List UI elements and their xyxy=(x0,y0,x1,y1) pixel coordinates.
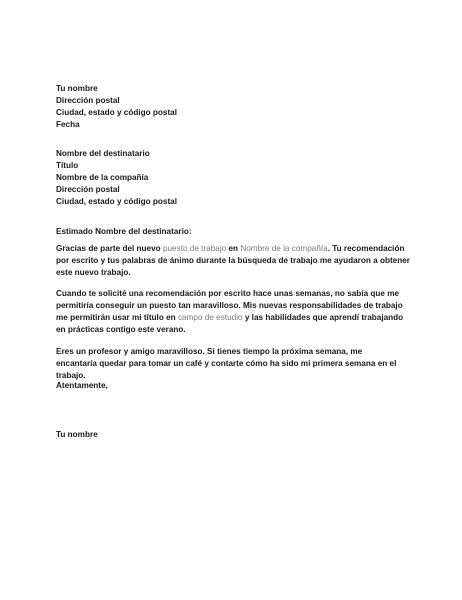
paragraph-3-text: Eres un profesor y amigo maravilloso. Si tienes tiempo la próxima semana, me encantaría quedar para tomar un café y contarte cómo ha sido mi primera semana en el trabajo. xyxy=(56,347,397,381)
paragraph-1-text: Gracias de parte del nuevo xyxy=(56,244,163,253)
recipient-company: Nombre de la compañía xyxy=(56,173,149,183)
recipient-block xyxy=(56,148,416,208)
closing xyxy=(56,380,416,392)
placeholder-field-of-study: campo de estudio xyxy=(177,313,243,323)
sender-date: Fecha xyxy=(56,120,80,130)
placeholder-job-title: puesto de trabajo xyxy=(162,244,227,253)
recipient-title: Título xyxy=(56,161,79,171)
paragraph-2 xyxy=(56,288,414,336)
sender-name: Tu nombre xyxy=(56,84,98,93)
signature xyxy=(56,429,416,441)
paragraph-1-text: . Tu recomendación por escrito y tus palabras de ánimo durante la búsqueda de trabajo me ayudaron a obtener este nuevo trabajo. xyxy=(56,244,410,278)
closing-text: Atentamente, xyxy=(56,381,108,390)
paragraph-3 xyxy=(56,346,401,382)
recipient-address: Dirección postal xyxy=(56,185,120,195)
paragraph-1-text: en xyxy=(226,244,241,253)
sender-block xyxy=(56,83,416,131)
placeholder-company-name: Nombre de la compañía xyxy=(240,244,328,253)
sender-address: Dirección postal xyxy=(56,96,120,106)
signature-name: Tu nombre xyxy=(56,430,98,439)
salutation-text: Estimado Nombre del destinatario: xyxy=(56,227,192,236)
recipient-city-state-zip: Ciudad, estado y código postal xyxy=(56,197,178,207)
paragraph-2-text: Cuando te solicité una recomendación por escrito hace unas semanas, no sabía que me permitiría conseguir un puesto tan maravilloso. Mis nuevas responsabilidades de trabajo me permitirán usar mi título en xyxy=(56,289,403,323)
salutation xyxy=(56,226,416,238)
paragraph-1 xyxy=(56,243,414,279)
sender-city-state-zip: Ciudad, estado y código postal xyxy=(56,108,178,118)
recipient-name: Nombre del destinatario xyxy=(56,149,150,158)
paragraph-2-text: y las habilidades que aprendí trabajando en prácticas contigo este verano. xyxy=(56,313,404,335)
